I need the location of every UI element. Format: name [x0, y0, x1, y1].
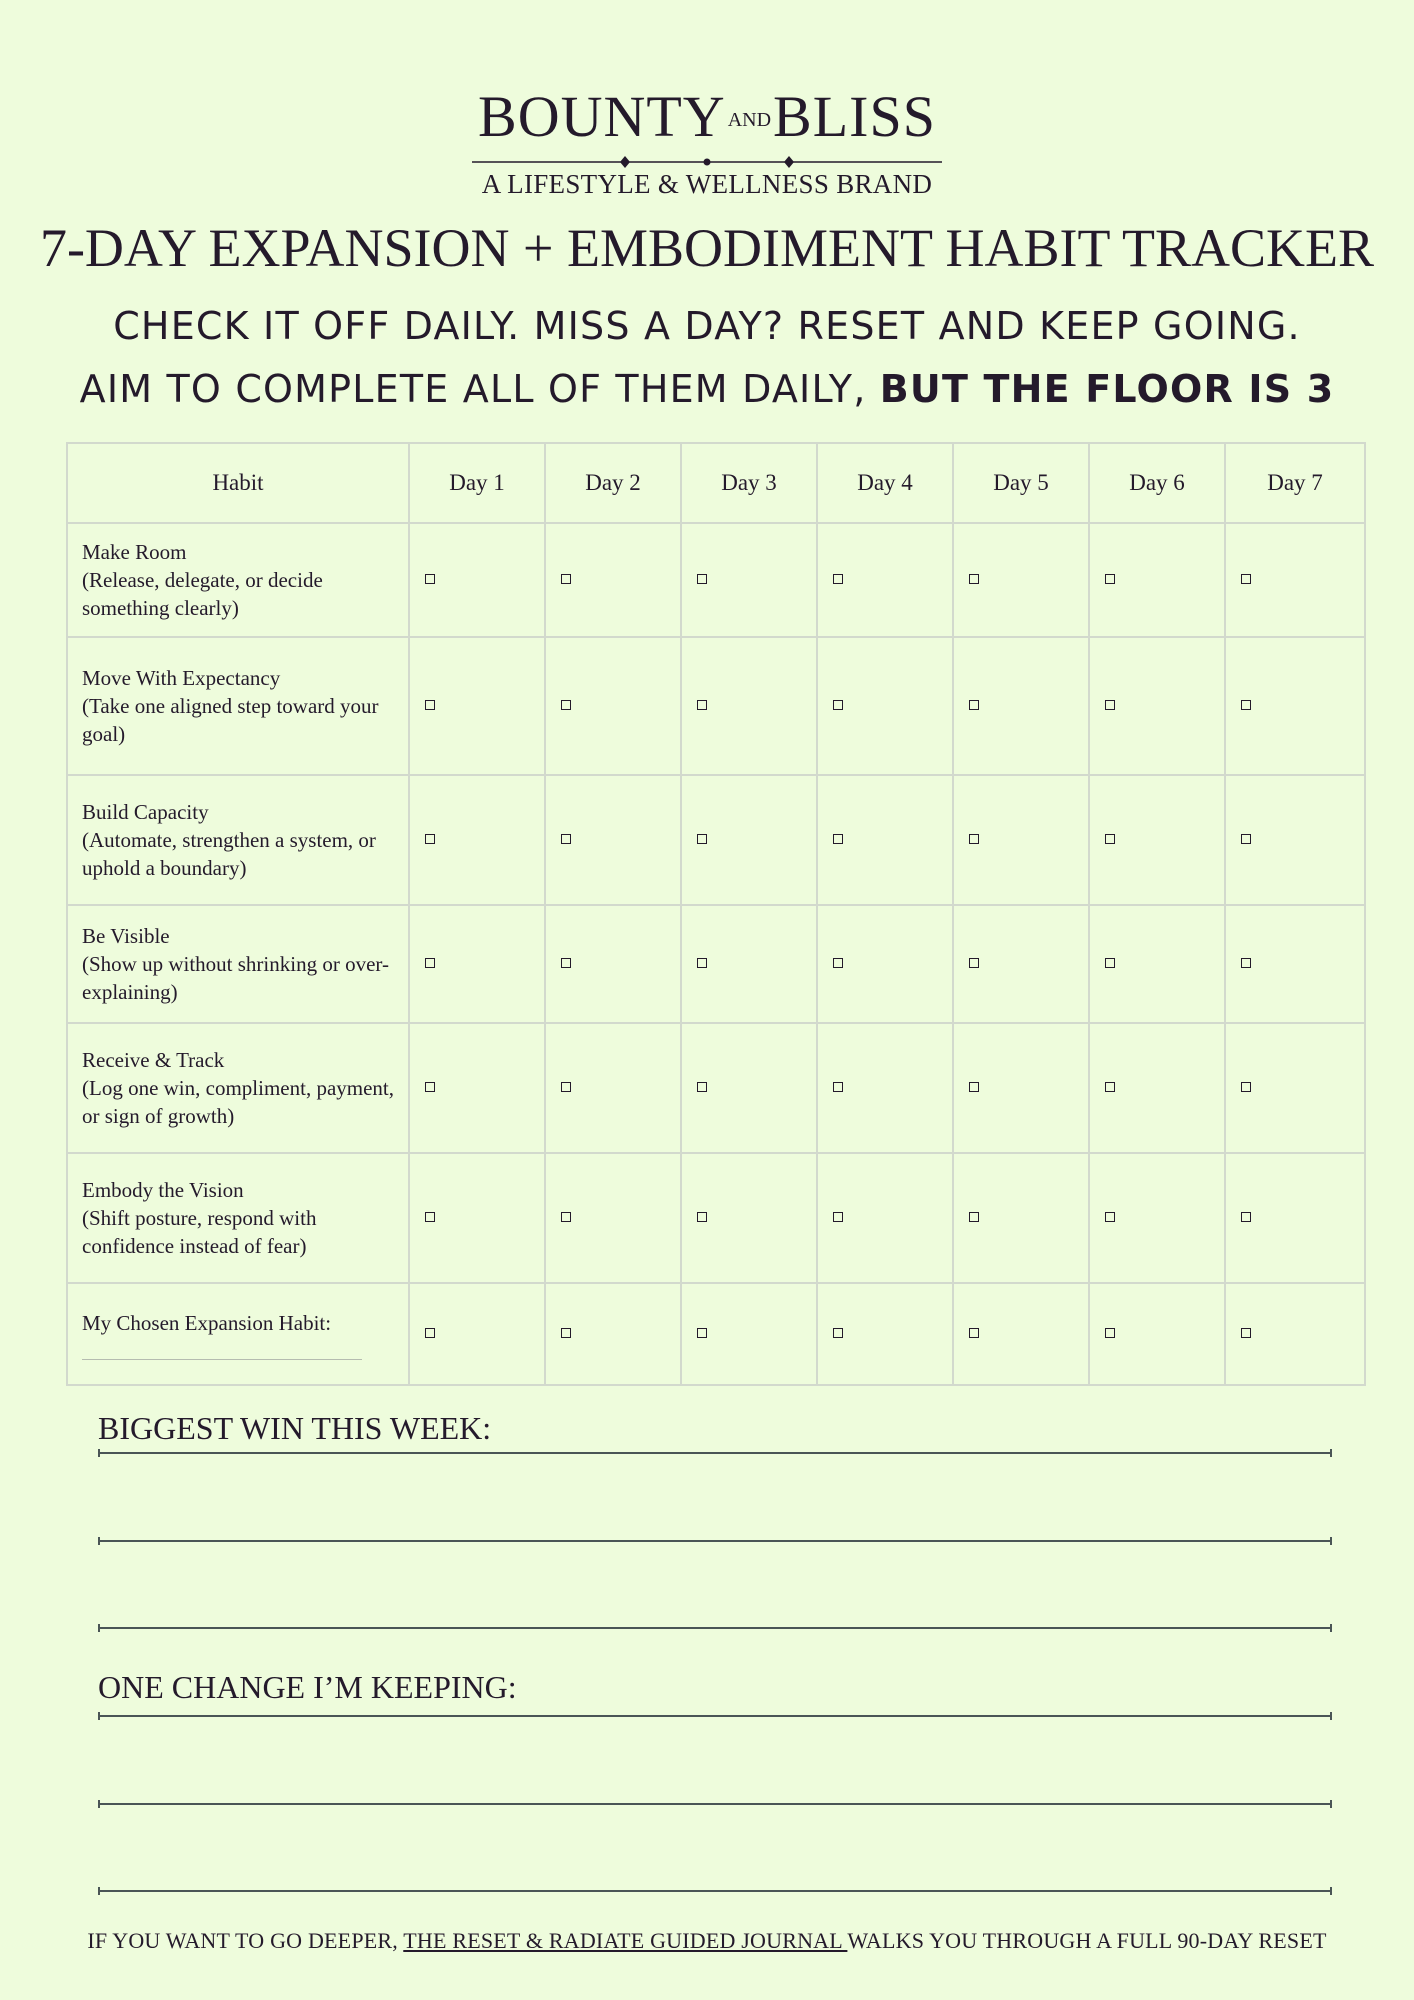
checkbox[interactable] [833, 574, 843, 584]
checkbox[interactable] [969, 834, 979, 844]
subtitle-line-2-text: AIM TO COMPLETE ALL OF THEM DAILY, [79, 367, 880, 411]
table-row [67, 637, 1365, 775]
day-4-cell [817, 1153, 953, 1283]
checkbox[interactable] [697, 958, 707, 968]
day-4-cell [817, 523, 953, 637]
checkbox[interactable] [425, 1212, 435, 1222]
checkbox[interactable] [697, 1082, 707, 1092]
checkbox[interactable] [969, 574, 979, 584]
brand-name-left: BOUNTY [478, 84, 726, 149]
table-row [67, 1153, 1365, 1283]
checkbox[interactable] [1105, 834, 1115, 844]
day-4-cell [817, 1023, 953, 1153]
day-7-cell [1225, 637, 1365, 775]
footer-suffix: WALKS YOU THROUGH A FULL 90-DAY RESET [847, 1928, 1327, 1953]
checkbox[interactable] [425, 700, 435, 710]
checkbox[interactable] [561, 700, 571, 710]
day-6-cell [1089, 523, 1225, 637]
day-5-cell [953, 637, 1089, 775]
brand-logo [0, 84, 1414, 199]
day-5-cell [953, 1283, 1089, 1385]
checkbox[interactable] [425, 958, 435, 968]
checkbox[interactable] [833, 1082, 843, 1092]
checkbox[interactable] [1241, 1328, 1251, 1338]
table-header-row [67, 443, 1365, 523]
subtitle-line-2 [0, 366, 1414, 412]
day-6-cell [1089, 1023, 1225, 1153]
day-4-cell [817, 1283, 953, 1385]
column-header-day-6: Day 6 [1089, 443, 1225, 523]
day-3-cell [681, 905, 817, 1023]
day-5-cell [953, 775, 1089, 905]
checkbox[interactable] [833, 958, 843, 968]
table-row [67, 905, 1365, 1023]
day-4-cell [817, 637, 953, 775]
checkbox[interactable] [1241, 700, 1251, 710]
change-keeping-line-3[interactable] [98, 1890, 1332, 1892]
column-header-habit: Habit [67, 443, 409, 523]
day-2-cell [545, 775, 681, 905]
checkbox[interactable] [969, 958, 979, 968]
custom-habit-blank-line[interactable] [82, 1359, 362, 1360]
checkbox[interactable] [1241, 574, 1251, 584]
checkbox[interactable] [1105, 958, 1115, 968]
checkbox[interactable] [425, 1328, 435, 1338]
checkbox[interactable] [1241, 1082, 1251, 1092]
day-1-cell [409, 1023, 545, 1153]
day-7-cell [1225, 523, 1365, 637]
day-4-cell [817, 905, 953, 1023]
checkbox[interactable] [833, 834, 843, 844]
day-3-cell [681, 1283, 817, 1385]
day-5-cell [953, 1023, 1089, 1153]
day-3-cell [681, 1153, 817, 1283]
change-keeping-line-2[interactable] [98, 1803, 1332, 1805]
habit-description: (Automate, strengthen a system, or uphold a boundary) [82, 828, 376, 880]
day-2-cell [545, 1023, 681, 1153]
day-1-cell [409, 523, 545, 637]
checkbox[interactable] [697, 574, 707, 584]
day-1-cell [409, 775, 545, 905]
checkbox[interactable] [561, 574, 571, 584]
day-7-cell [1225, 775, 1365, 905]
brand-name [0, 84, 1414, 149]
checkbox[interactable] [697, 700, 707, 710]
column-header-day-7: Day 7 [1225, 443, 1365, 523]
habit-name: Embody the Vision [82, 1178, 244, 1202]
checkbox[interactable] [833, 1212, 843, 1222]
habit-description: (Take one aligned step toward your goal) [82, 694, 379, 746]
day-2-cell [545, 905, 681, 1023]
day-5-cell [953, 1153, 1089, 1283]
checkbox[interactable] [561, 1328, 571, 1338]
day-7-cell [1225, 1283, 1365, 1385]
habit-name: Receive & Track [82, 1048, 225, 1072]
habit-name: Move With Expectancy [82, 666, 281, 690]
day-4-cell [817, 775, 953, 905]
table-row [67, 775, 1365, 905]
column-header-day-5: Day 5 [953, 443, 1089, 523]
checkbox[interactable] [1105, 700, 1115, 710]
day-2-cell [545, 637, 681, 775]
day-2-cell [545, 1153, 681, 1283]
habit-description: (Log one win, compliment, payment, or sign of growth) [82, 1076, 395, 1128]
checkbox[interactable] [1241, 834, 1251, 844]
day-6-cell [1089, 1153, 1225, 1283]
checkbox[interactable] [697, 834, 707, 844]
checkbox[interactable] [1105, 1212, 1115, 1222]
checkbox[interactable] [969, 700, 979, 710]
checkbox[interactable] [561, 1082, 571, 1092]
checkbox[interactable] [1105, 1328, 1115, 1338]
checkbox[interactable] [969, 1082, 979, 1092]
day-5-cell [953, 523, 1089, 637]
subtitle-floor-emphasis: BUT THE FLOOR IS 3 [879, 367, 1335, 411]
habit-cell [67, 1153, 409, 1283]
checkbox[interactable] [1241, 958, 1251, 968]
day-3-cell [681, 1023, 817, 1153]
habit-name: Be Visible [82, 924, 170, 948]
day-6-cell [1089, 637, 1225, 775]
habit-name: Build Capacity [82, 800, 209, 824]
day-3-cell [681, 523, 817, 637]
habit-cell [67, 1023, 409, 1153]
day-6-cell [1089, 775, 1225, 905]
day-1-cell [409, 1283, 545, 1385]
checkbox[interactable] [561, 834, 571, 844]
habit-cell [67, 523, 409, 637]
column-header-day-1: Day 1 [409, 443, 545, 523]
column-header-day-2: Day 2 [545, 443, 681, 523]
day-1-cell [409, 637, 545, 775]
checkbox[interactable] [561, 958, 571, 968]
day-2-cell [545, 1283, 681, 1385]
checkbox[interactable] [697, 1328, 707, 1338]
journal-link[interactable]: THE RESET & RADIATE GUIDED JOURNAL [403, 1928, 848, 1953]
subtitle-line-1: CHECK IT OFF DAILY. MISS A DAY? RESET AND KEEP GOING. [113, 304, 1301, 348]
day-1-cell [409, 1153, 545, 1283]
checkbox[interactable] [833, 1328, 843, 1338]
brand-name-and: AND [727, 109, 772, 131]
checkbox[interactable] [1105, 574, 1115, 584]
biggest-win-line-2[interactable] [98, 1540, 1332, 1542]
habit-description: (Release, delegate, or decide something clearly) [82, 568, 323, 620]
brand-tagline: A LIFESTYLE & WELLNESS BRAND [481, 169, 933, 199]
brand-ornament [472, 155, 942, 169]
column-header-day-3: Day 3 [681, 443, 817, 523]
day-7-cell [1225, 1023, 1365, 1153]
table-row [67, 1023, 1365, 1153]
day-7-cell [1225, 905, 1365, 1023]
biggest-win-label: BIGGEST WIN THIS WEEK: [98, 1410, 492, 1446]
day-3-cell [681, 637, 817, 775]
habit-description: (Show up without shrinking or over-explaining) [82, 952, 389, 1004]
checkbox[interactable] [1105, 1082, 1115, 1092]
habit-description: (Shift posture, respond with confidence instead of fear) [82, 1206, 317, 1258]
day-6-cell [1089, 905, 1225, 1023]
change-keeping-label: ONE CHANGE I’M KEEPING: [98, 1669, 517, 1705]
checkbox[interactable] [969, 1212, 979, 1222]
habit-tracker-table [66, 442, 1366, 1386]
footer-prefix: IF YOU WANT TO GO DEEPER, [87, 1928, 404, 1953]
checkbox[interactable] [1241, 1212, 1251, 1222]
checkbox[interactable] [969, 1328, 979, 1338]
checkbox[interactable] [425, 1082, 435, 1092]
biggest-win-line-3[interactable] [98, 1627, 1332, 1629]
day-5-cell [953, 905, 1089, 1023]
change-keeping-line-1[interactable] [98, 1715, 1332, 1717]
checkbox[interactable] [425, 834, 435, 844]
table-row [67, 1283, 1365, 1385]
biggest-win-line-1[interactable] [98, 1452, 1332, 1454]
habit-cell [67, 905, 409, 1023]
footer-note [0, 1928, 1414, 1954]
checkbox[interactable] [833, 700, 843, 710]
habit-name: Make Room [82, 540, 187, 564]
checkbox[interactable] [561, 1212, 571, 1222]
column-header-day-4: Day 4 [817, 443, 953, 523]
checkbox[interactable] [697, 1212, 707, 1222]
checkbox[interactable] [425, 574, 435, 584]
table-row [67, 523, 1365, 637]
habit-cell [67, 637, 409, 775]
day-6-cell [1089, 1283, 1225, 1385]
page-title: 7-DAY EXPANSION + EMBODIMENT HABIT TRACKER [39, 218, 1375, 278]
brand-name-right: BLISS [773, 84, 936, 149]
habit-cell [67, 775, 409, 905]
day-1-cell [409, 905, 545, 1023]
habit-name: My Chosen Expansion Habit: [82, 1310, 332, 1335]
day-2-cell [545, 523, 681, 637]
habit-cell [67, 1283, 409, 1385]
day-3-cell [681, 775, 817, 905]
day-7-cell [1225, 1153, 1365, 1283]
